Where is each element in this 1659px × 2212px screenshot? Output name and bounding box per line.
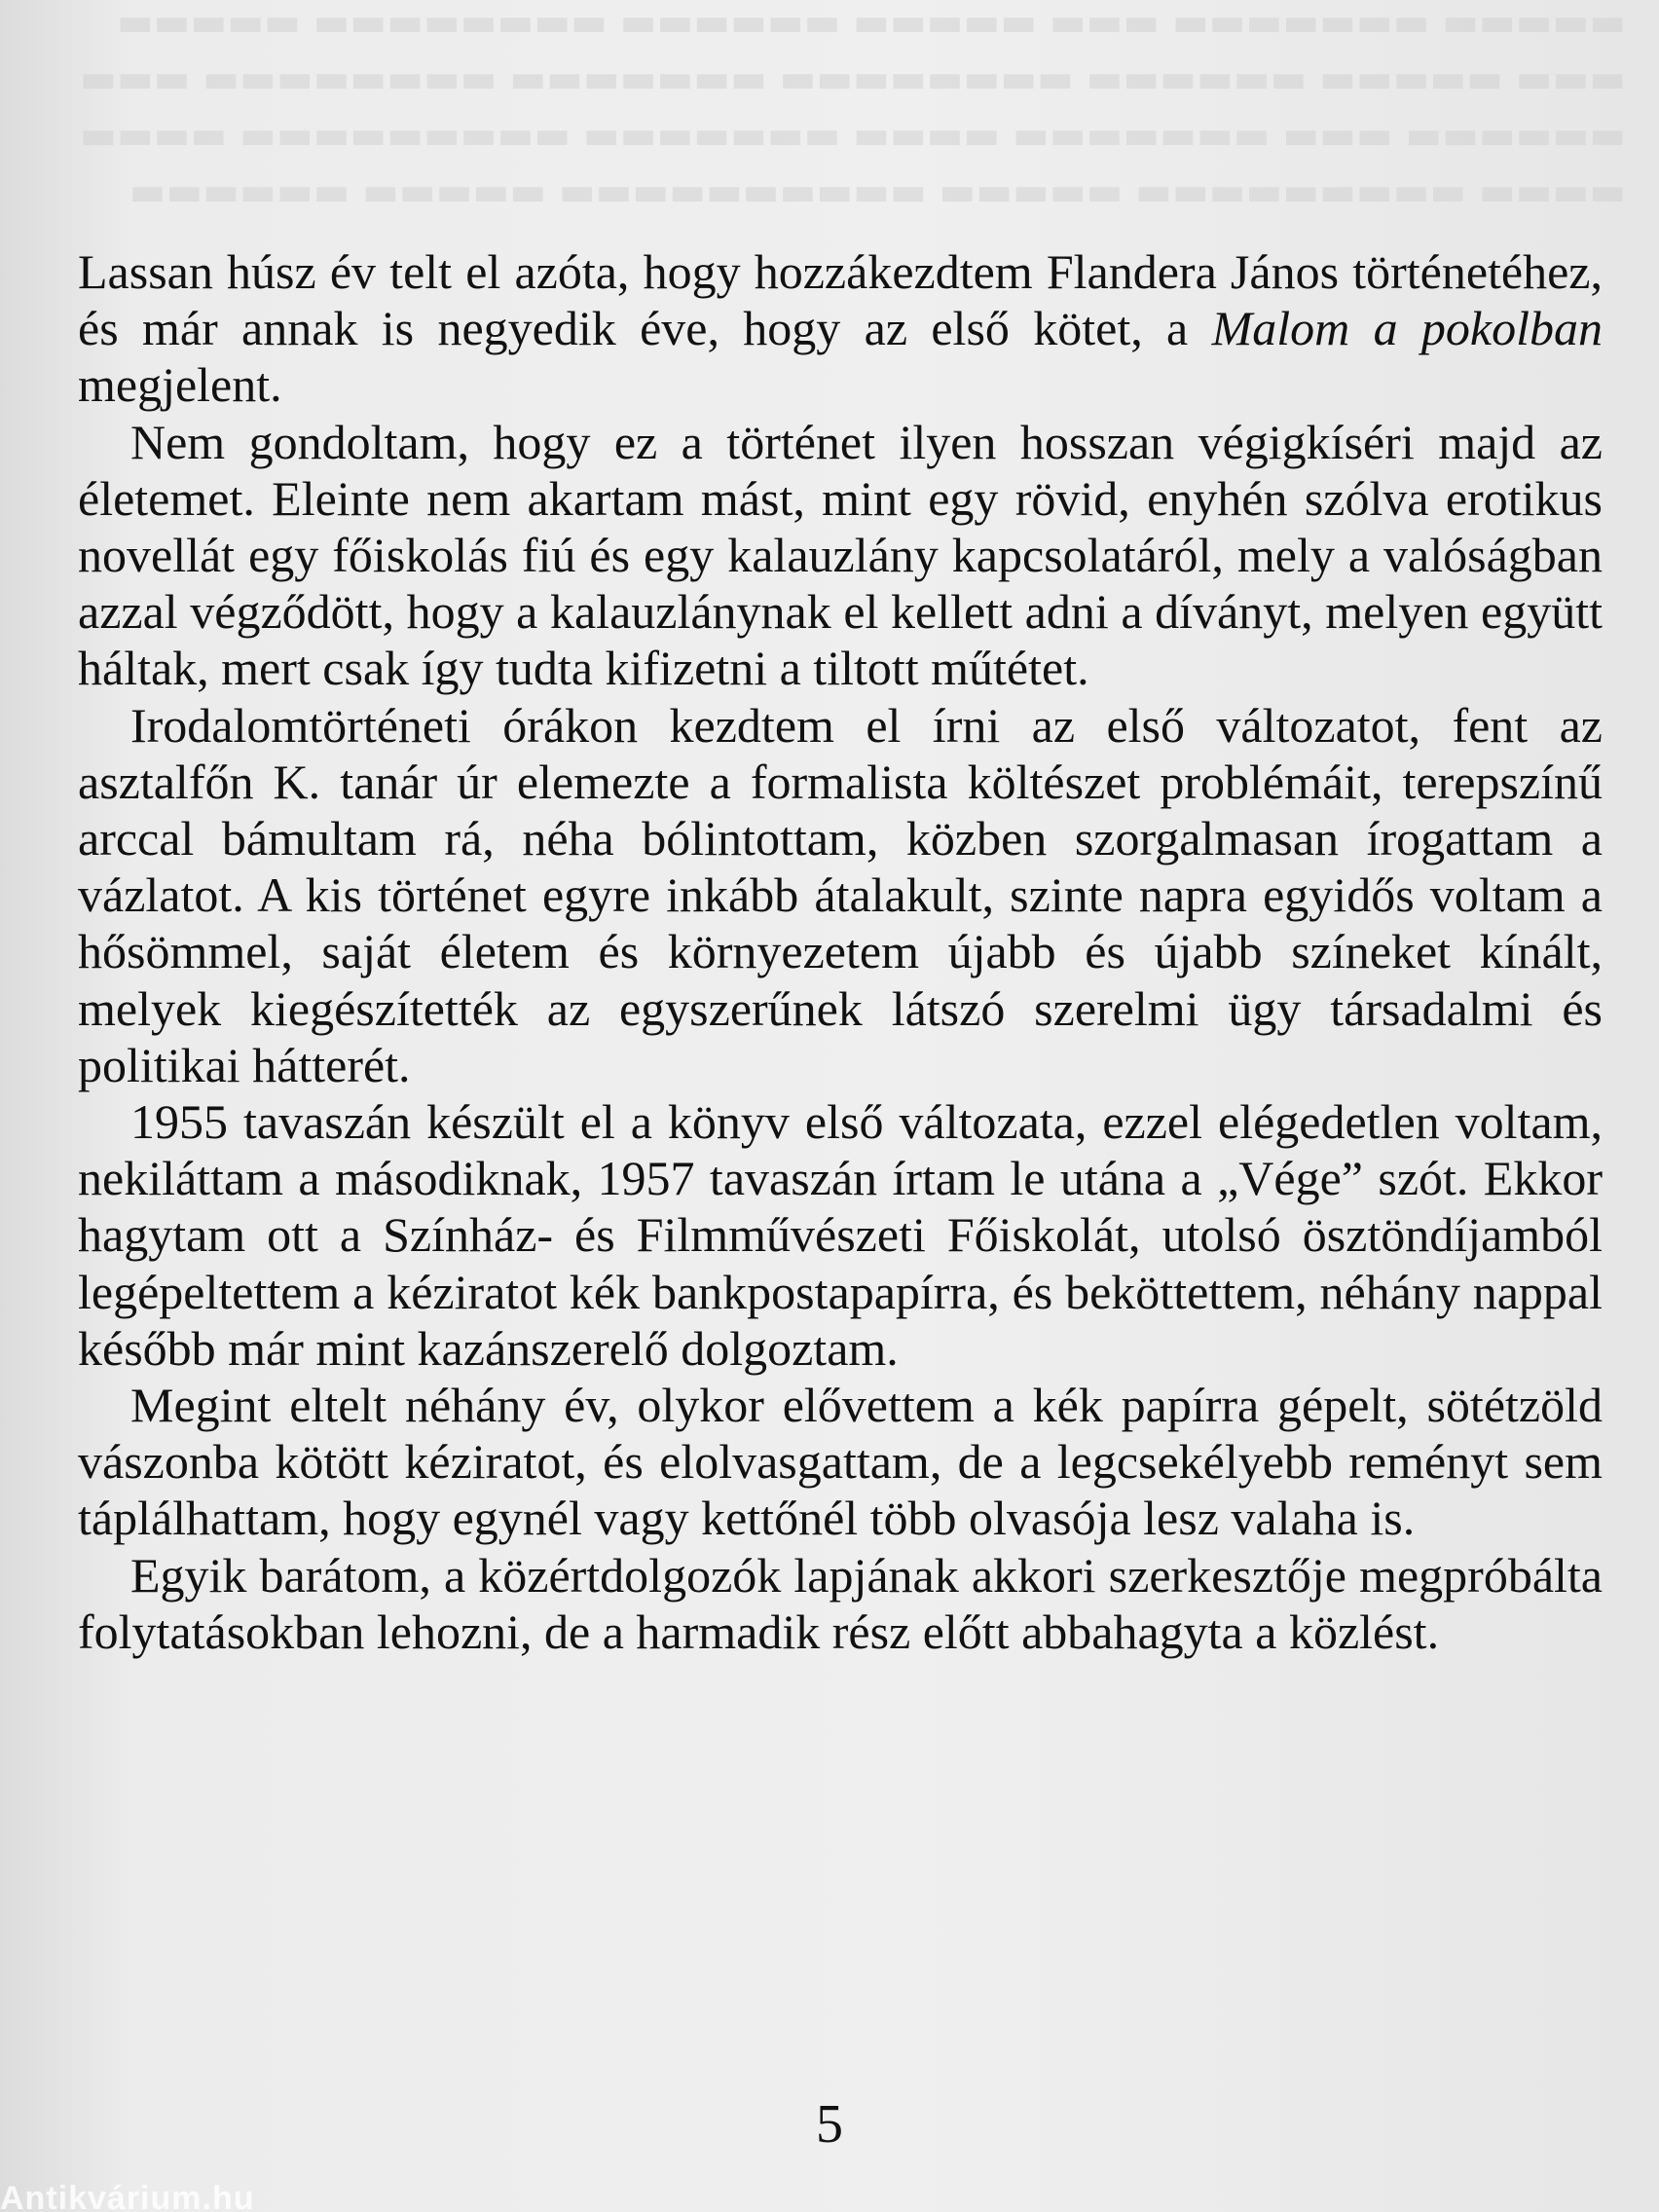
paragraph-1-before: Lassan húsz év telt el azóta, hogy hozzákezdtem Flandera János történetéhez, és már annak is negyedik éve, hogy az első kötet, a <box>78 244 1603 356</box>
paragraph-1-after: megjelent. <box>78 357 282 413</box>
paragraph-2: Nem gondoltam, hogy ez a történet ilyen hosszan végigkíséri majd az életemet. Eleinte nem akartam mást, mint egy rövid, enyhén szólva erotikus novellát egy főiskolás fiú és egy kalauzlány kapcsolatáról, mely a valóságban azzal végződött, hogy a kalauzlánynak el kellett adni a díványt, melyen együtt háltak, mert csak így tudta kifizetni a tiltott műtétet. <box>78 414 1603 696</box>
watermark: Antikvárium.hu <box>0 2180 255 2212</box>
paragraph-6: Egyik barátom, a közértdolgozók lapjának akkori szerkesztője megpróbálta folytatásokban lehozni, de a harmadik rész előtt abbahagyta a közlést. <box>78 1547 1603 1659</box>
paragraph-1 <box>78 243 1603 414</box>
reverse-side-bleed-through: ▬▬▬▬▬ ▬▬▬▬▬▬▬ ▬▬▬ ▬▬▬▬▬ ▬▬▬▬▬▬ ▬▬▬▬▬▬▬▬ ▬▬▬▬▬ ▬▬▬ ▬▬▬▬▬ ▬▬▬▬▬▬ ▬▬▬▬▬▬▬▬ ▬▬▬▬▬▬▬ ▬▬▬▬▬▬▬▬ ▬▬▬ ▬▬▬▬▬▬ ▬▬▬ ▬▬▬▬▬▬▬ ▬▬▬▬ ▬▬▬▬▬▬▬ ▬▬▬▬▬▬▬▬▬ ▬▬▬▬ ▬▬▬▬ ▬▬▬▬▬▬▬▬▬ ▬▬▬▬▬ ▬▬▬▬▬▬▬▬▬▬ ▬▬▬▬▬ ▬▬▬▬▬▬ <box>79 0 1626 214</box>
paragraph-4: 1955 tavaszán készült el a könyv első változata, ezzel elégedetlen voltam, nekiláttam a másodiknak, 1957 tavaszán írtam le utána a „Vége” szót. Ekkor hagytam ott a Színház- és Filmművészeti Főiskolát, utolsó ösztöndíjamból legépeltettem a kéziratot kék bankpostapapírra, és beköttettem, néhány nappal később már mint kazánszerelő dolgoztam. <box>78 1094 1603 1376</box>
paragraph-3: Irodalomtörténeti órákon kezdtem el írni az első változatot, fent az asztalfőn K. tanár úr elemezte a formalista költészet problémáit, terepszínű arccal bámultam rá, néha bólintottam, közben szorgalmasan írogattam a vázlatot. A kis történet egyre inkább átalakult, szinte napra egyidős voltam a hősömmel, saját életem és környezetem újabb és újabb színeket kínált, melyek kiegészítették az egyszerűnek látszó szerelmi ügy társadalmi és politikai hátterét. <box>78 697 1603 1092</box>
book-title-italic: Malom a pokolban <box>1211 301 1604 356</box>
body-text <box>78 243 1603 1660</box>
paragraph-5: Megint eltelt néhány év, olykor elővettem a kék papírra gépelt, sötétzöld vászonba kötött kéziratot, és elolvasgattam, de a legcsekélyebb reményt sem táplálhattam, hogy egynél vagy kettőnél több olvasója lesz valaha is. <box>78 1378 1603 1546</box>
page-number: 5 <box>816 2094 843 2155</box>
